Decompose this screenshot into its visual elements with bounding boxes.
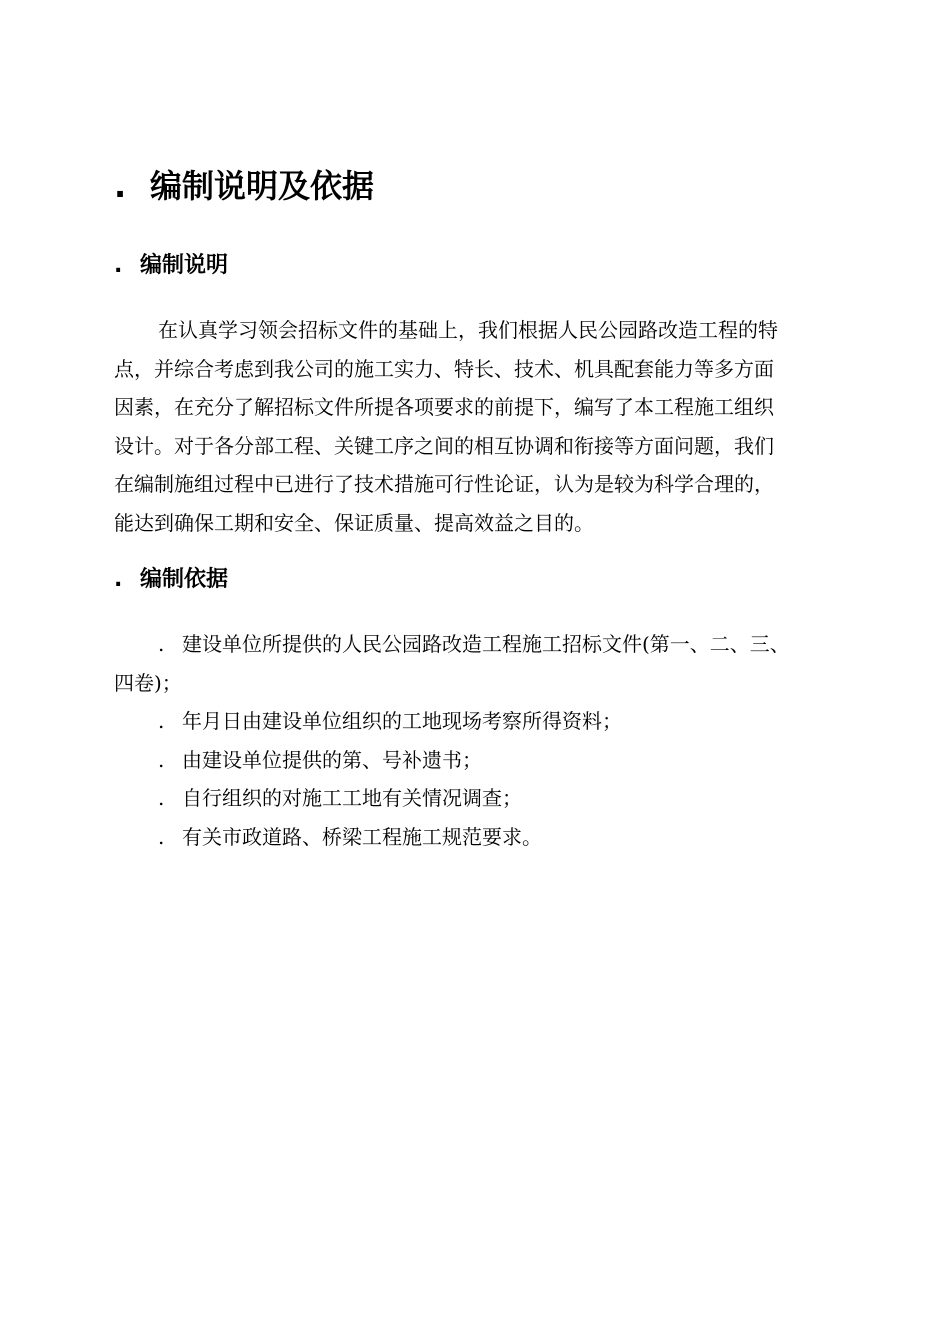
paragraph-line: 设计。对于各分部工程、关键工序之间的相互协调和衔接等方面问题，我们: [114, 433, 774, 458]
heading-title: 编制说明及依据: [150, 167, 375, 205]
list-item: [114, 818, 884, 857]
list-bullet: .: [158, 747, 165, 772]
section-number: .: [114, 253, 123, 278]
list-item-text: 由建设单位提供的第、号补遗书；: [182, 747, 482, 772]
paragraph-line: 在编制施组过程中已进行了技术措施可行性论证，认为是较为科学合理的，: [114, 472, 774, 496]
list-bullet: .: [158, 709, 165, 733]
list-item: [114, 702, 884, 741]
paragraph-line: 因素，在充分了解招标文件所提各项要求的前提下，编写了本工程施工组织: [114, 395, 774, 419]
list-item-text: 年月日由建设单位组织的工地现场考察所得资料；: [182, 709, 622, 733]
list-item-text: 有关市政道路、桥梁工程施工规范要求。: [182, 824, 542, 849]
main-heading: [114, 162, 374, 210]
list-bullet: .: [158, 786, 165, 810]
list-item-continuation: 四卷)；: [114, 670, 182, 695]
heading-number: .: [114, 167, 127, 205]
paragraph-line: 能达到确保工期和安全、保证质量、提高效益之目的。: [114, 510, 594, 535]
section-number: .: [114, 567, 123, 592]
section-title: 编制依据: [140, 567, 229, 592]
list-bullet: .: [158, 632, 165, 656]
list-item-text: 建设单位所提供的人民公园路改造工程施工招标文件(第一、二、三、: [182, 632, 790, 656]
list-bullet: .: [158, 824, 165, 849]
list-item: [114, 779, 884, 818]
list-item-text: 自行组织的对施工工地有关情况调查；: [182, 786, 522, 810]
paragraph-line: 在认真学习领会招标文件的基础上，我们根据人民公园路改造工程的特: [158, 318, 778, 342]
compilation-basis-list: [114, 625, 884, 856]
list-item: [114, 741, 884, 780]
section-heading-compilation-notes: [114, 251, 228, 281]
paragraph-line: 点，并综合考虑到我公司的施工实力、特长、技术、机具配套能力等多方面: [114, 356, 774, 381]
section-title: 编制说明: [140, 253, 229, 278]
list-item: [114, 625, 884, 664]
section-heading-compilation-basis: [114, 565, 228, 595]
compilation-notes-paragraph: [114, 311, 864, 542]
